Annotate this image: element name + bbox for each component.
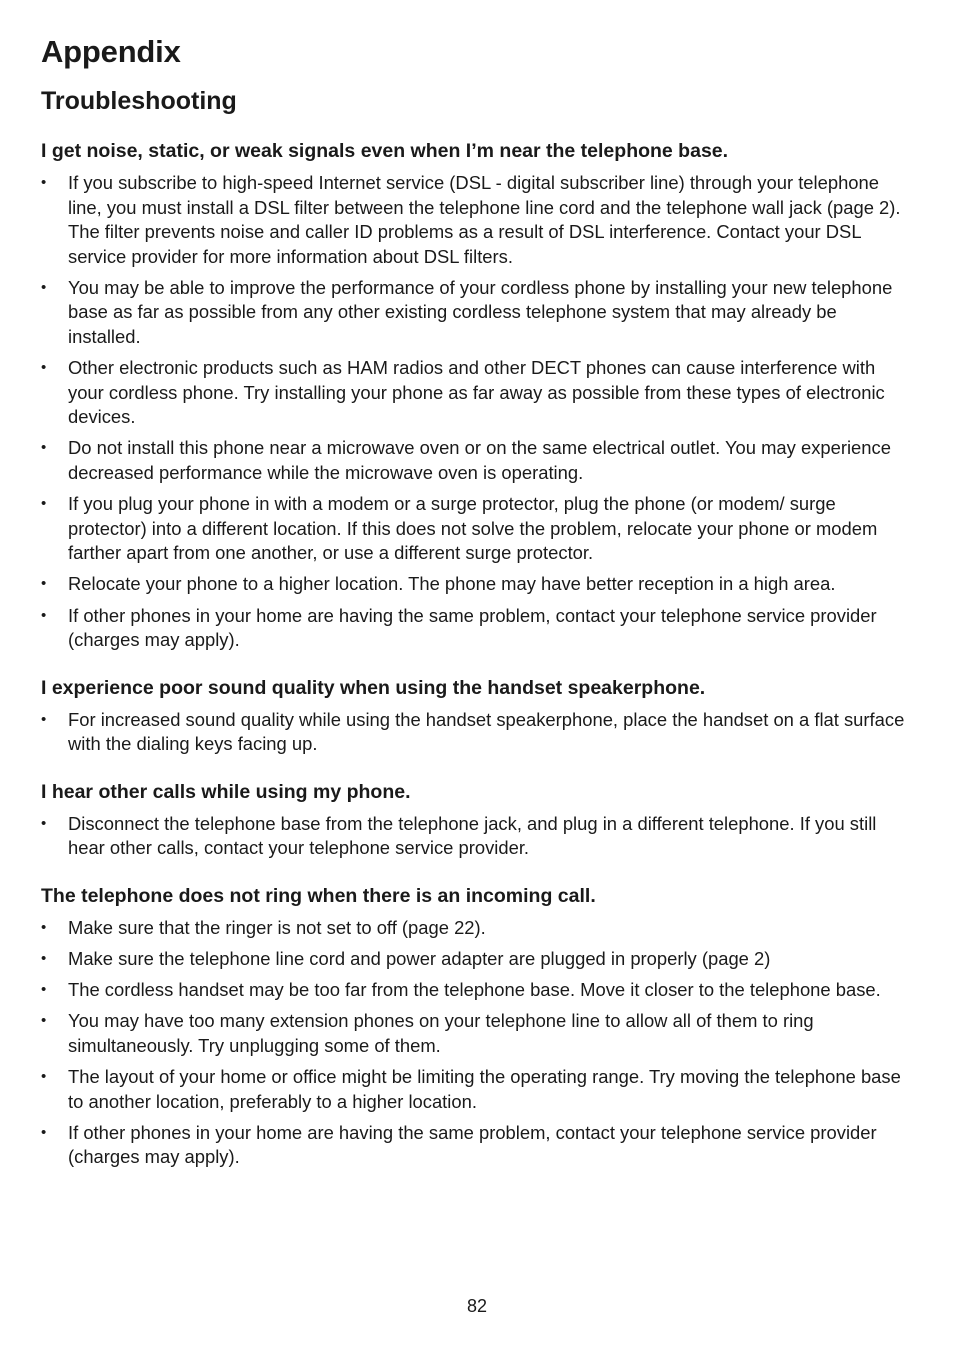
- list-item-text: If other phones in your home are having the same problem, contact your telephone service provider (charges may apply).: [68, 604, 877, 651]
- list-item: [41, 356, 911, 430]
- list-item-text: You may have too many extension phones on your telephone line to allow all of them to ring simultaneously. Try unplugging some of them.: [68, 1010, 814, 1056]
- problem-heading: The telephone does not ring when there is an incoming call.: [41, 885, 596, 908]
- bullet-icon: •: [41, 1068, 47, 1086]
- list-item-text: Disconnect the telephone base from the telephone jack, and plug in a different telephone. If you still hear other calls, contact your telephone service provider.: [68, 812, 877, 859]
- page-title: Appendix: [41, 34, 181, 69]
- list-item-text: Make sure that the ringer is not set to off (page 22).: [68, 917, 486, 939]
- troubleshooting-section: [41, 883, 911, 1170]
- problem-heading: I hear other calls while using my phone.: [41, 780, 411, 803]
- list-item: [41, 978, 911, 1003]
- bullet-icon: •: [41, 278, 47, 296]
- list-item-text: Make sure the telephone line cord and power adapter are plugged in properly (page 2): [68, 948, 771, 970]
- page-number: 82: [466, 1296, 488, 1316]
- list-item-text: If you plug your phone in with a modem or a surge protector, plug the phone (or modem/ surge protector) into a different location. If this does not solve the problem, relocate your phone or modem farther apart from one another, or use a different surge protector.: [68, 493, 878, 564]
- bullet-icon: •: [41, 919, 47, 937]
- list-item: [41, 604, 911, 653]
- list-item-text: You may be able to improve the performance of your cordless phone by installing your new telephone base as far as possible from any other existing cordless telephone system that may already be installed.: [68, 276, 893, 348]
- list-item-text: If you subscribe to high-speed Internet service (DSL - digital subscriber line) through your telephone line, you must install a DSL filter between the telephone line cord and the telephone wall jack (page 2). The filter prevents noise and caller ID problems as a result of DSL interference. Contact your DSL service provider for more information about DSL filters.: [68, 172, 901, 267]
- list-item: [41, 436, 911, 485]
- troubleshooting-section: [41, 779, 911, 861]
- bullet-icon: •: [41, 981, 47, 999]
- list-item: [41, 276, 911, 350]
- troubleshooting-sections: [41, 138, 911, 1170]
- list-item: [41, 1121, 911, 1170]
- list-item: [41, 171, 911, 269]
- troubleshooting-section: [41, 138, 911, 653]
- bullet-icon: •: [41, 1012, 47, 1030]
- solution-list: [41, 812, 911, 861]
- bullet-icon: •: [41, 174, 47, 191]
- bullet-icon: •: [41, 439, 47, 457]
- document-page: [41, 32, 911, 1176]
- list-item-text: The cordless handset may be too far from the telephone base. Move it closer to the telephone base.: [68, 979, 881, 1001]
- list-item: [41, 1009, 911, 1058]
- solution-list: [41, 708, 911, 757]
- list-item: [41, 1065, 911, 1114]
- list-item: [41, 708, 911, 757]
- list-item: [41, 492, 911, 566]
- bullet-icon: •: [41, 710, 47, 728]
- list-item-text: Relocate your phone to a higher location. The phone may have better reception in a high area.: [68, 573, 836, 595]
- bullet-icon: •: [41, 1123, 47, 1141]
- bullet-icon: •: [41, 814, 47, 832]
- bullet-icon: •: [41, 495, 47, 513]
- list-item-text: Other electronic products such as HAM radios and other DECT phones can cause interference with your cordless phone. Try installing your phone as far away as possible from these types of electronic devices.: [68, 357, 885, 428]
- list-item: [41, 812, 911, 861]
- troubleshooting-section: [41, 675, 911, 757]
- bullet-icon: •: [41, 950, 47, 968]
- problem-heading: I get noise, static, or weak signals even when I’m near the telephone base.: [41, 140, 729, 162]
- list-item: [41, 916, 911, 941]
- list-item: [41, 947, 911, 972]
- list-item: [41, 572, 911, 597]
- section-title: Troubleshooting: [41, 87, 237, 115]
- bullet-icon: •: [41, 575, 47, 593]
- bullet-icon: •: [41, 606, 47, 624]
- list-item-text: For increased sound quality while using the handset speakerphone, place the handset on a flat surface with the dialing keys facing up.: [68, 708, 905, 755]
- solution-list: [41, 171, 911, 653]
- list-item-text: Do not install this phone near a microwave oven or on the same electrical outlet. You may experience decreased performance while the microwave oven is operating.: [68, 437, 891, 484]
- problem-heading: I experience poor sound quality when using the handset speakerphone.: [41, 676, 706, 699]
- solution-list: [41, 916, 911, 1170]
- list-item-text: If other phones in your home are having the same problem, contact your telephone service provider (charges may apply).: [68, 1121, 877, 1168]
- list-item-text: The layout of your home or office might be limiting the operating range. Try moving the telephone base to another location, preferably to a higher location.: [68, 1066, 901, 1112]
- bullet-icon: •: [41, 359, 47, 377]
